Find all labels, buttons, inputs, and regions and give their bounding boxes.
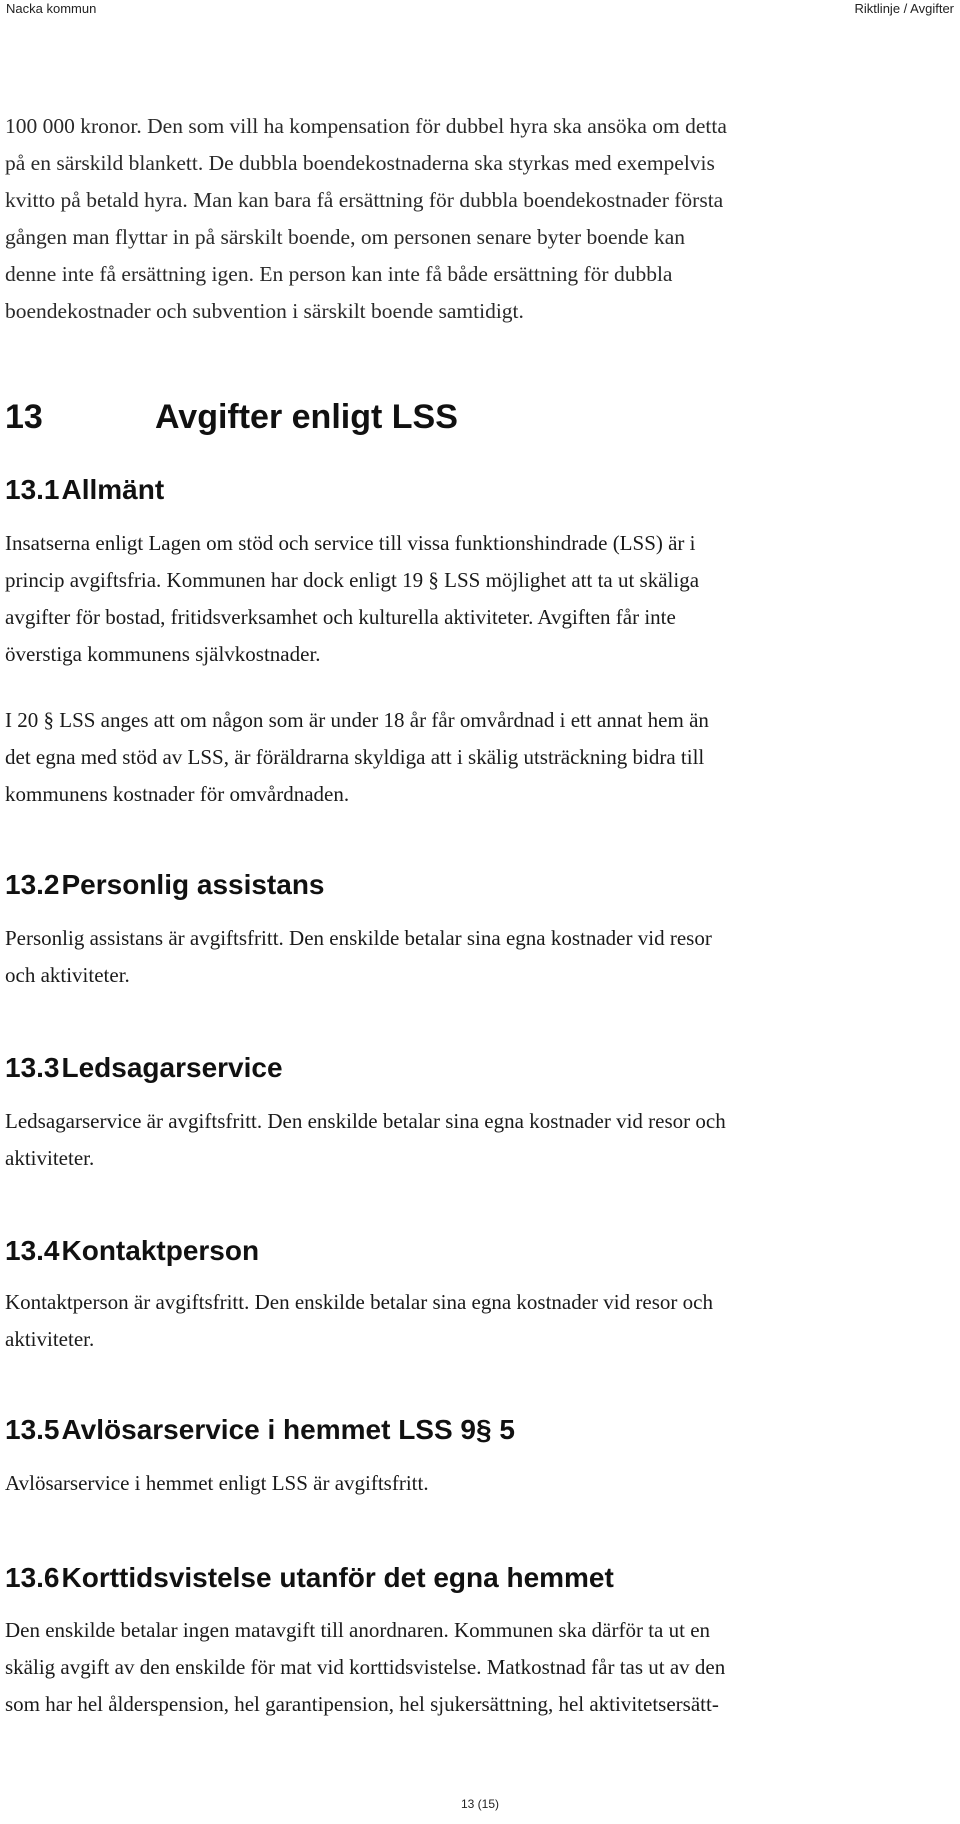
section-number: 13.1 bbox=[5, 474, 60, 505]
text-line: det egna med stöd av LSS, är föräldrarna skyldiga att i skälig utsträckning bidra till bbox=[5, 745, 705, 769]
section-number: 13.2 bbox=[5, 869, 60, 900]
text-line: som har hel ålderspension, hel garantipension, hel sjukersättning, hel aktivitetsersätt- bbox=[5, 1692, 719, 1716]
text-line: gången man flyttar in på särskilt boende, om personen senare byter boende kan bbox=[5, 225, 686, 249]
section-13-1-paragraph-2 bbox=[5, 702, 955, 813]
intro-paragraph bbox=[5, 108, 955, 330]
section-number: 13.5 bbox=[5, 1414, 60, 1445]
section-number: 13.4 bbox=[5, 1235, 60, 1266]
text-line: kommunens kostnader för omvårdnaden. bbox=[5, 782, 350, 806]
text-line: Ledsagarservice är avgiftsfritt. Den enskilde betalar sina egna kostnader vid resor och bbox=[5, 1109, 726, 1133]
section-heading-13-3 bbox=[5, 1052, 283, 1084]
text-line: Den enskilde betalar ingen matavgift till anordnaren. Kommunen ska därför ta ut en bbox=[5, 1618, 711, 1642]
section-title: Avlösarservice i hemmet LSS 9§ 5 bbox=[61, 1414, 515, 1445]
text-line: och aktiviteter. bbox=[5, 963, 130, 987]
section-title: Korttidsvistelse utanför det egna hemmet bbox=[61, 1562, 614, 1593]
header-document-title: Riktlinje / Avgifter bbox=[854, 1, 954, 16]
section-heading-13-5 bbox=[5, 1414, 515, 1446]
section-13-1-paragraph-1 bbox=[5, 525, 955, 673]
section-heading-13-6 bbox=[5, 1562, 614, 1594]
section-heading-13-4 bbox=[5, 1235, 259, 1267]
section-title: Allmänt bbox=[61, 474, 165, 505]
text-line: aktiviteter. bbox=[5, 1327, 95, 1351]
text-line: på en särskild blankett. De dubbla boendekostnaderna ska styrkas med exempelvis bbox=[5, 151, 715, 175]
section-title: Kontaktperson bbox=[61, 1235, 260, 1266]
text-line: avgifter för bostad, fritidsverksamhet och kulturella aktiviteter. Avgiften får inte bbox=[5, 605, 676, 629]
section-13-6-paragraph bbox=[5, 1612, 955, 1723]
chapter-number: 13 bbox=[5, 398, 43, 436]
text-line: skälig avgift av den enskilde för mat vid korttidsvistelse. Matkostnad får tas ut av den bbox=[5, 1655, 726, 1679]
section-number: 13.6 bbox=[5, 1562, 60, 1593]
text-line: överstiga kommunens självkostnader. bbox=[5, 642, 321, 666]
section-title: Ledsagarservice bbox=[61, 1052, 283, 1083]
section-heading-13-2 bbox=[5, 869, 325, 901]
text-line: Kontaktperson är avgiftsfritt. Den enskilde betalar sina egna kostnader vid resor och bbox=[5, 1290, 713, 1314]
section-13-2-paragraph bbox=[5, 920, 955, 994]
text-line: kvitto på betald hyra. Man kan bara få ersättning för dubbla boendekostnader första bbox=[5, 188, 724, 212]
chapter-heading bbox=[5, 398, 458, 437]
text-line: Personlig assistans är avgiftsfritt. Den enskilde betalar sina egna kostnader vid resor bbox=[5, 926, 712, 950]
chapter-title: Avgifter enligt LSS bbox=[155, 398, 458, 436]
text-line: princip avgiftsfria. Kommunen har dock enligt 19 § LSS möjlighet att ta ut skäliga bbox=[5, 568, 700, 592]
page-header bbox=[6, 0, 954, 18]
text-line: boendekostnader och subvention i särskilt boende samtidigt. bbox=[5, 299, 524, 323]
text-line: denne inte få ersättning igen. En person kan inte få både ersättning för dubbla bbox=[5, 262, 673, 286]
section-13-4-paragraph bbox=[5, 1284, 955, 1358]
section-13-3-paragraph bbox=[5, 1103, 955, 1177]
section-13-5-paragraph bbox=[5, 1465, 955, 1502]
section-title: Personlig assistans bbox=[61, 869, 325, 900]
page-number: 13 (15) bbox=[460, 1797, 500, 1811]
text-line: 100 000 kronor. Den som vill ha kompensation för dubbel hyra ska ansöka om detta bbox=[5, 114, 727, 138]
text-line: Insatserna enligt Lagen om stöd och service till vissa funktionshindrade (LSS) är i bbox=[5, 531, 696, 555]
text-line: aktiviteter. bbox=[5, 1146, 95, 1170]
section-number: 13.3 bbox=[5, 1052, 60, 1083]
section-heading-13-1 bbox=[5, 474, 164, 506]
header-organization: Nacka kommun bbox=[6, 1, 97, 16]
text-line: Avlösarservice i hemmet enligt LSS är avgiftsfritt. bbox=[5, 1471, 429, 1495]
text-line: I 20 § LSS anges att om någon som är under 18 år får omvårdnad i ett annat hem än bbox=[5, 708, 709, 732]
